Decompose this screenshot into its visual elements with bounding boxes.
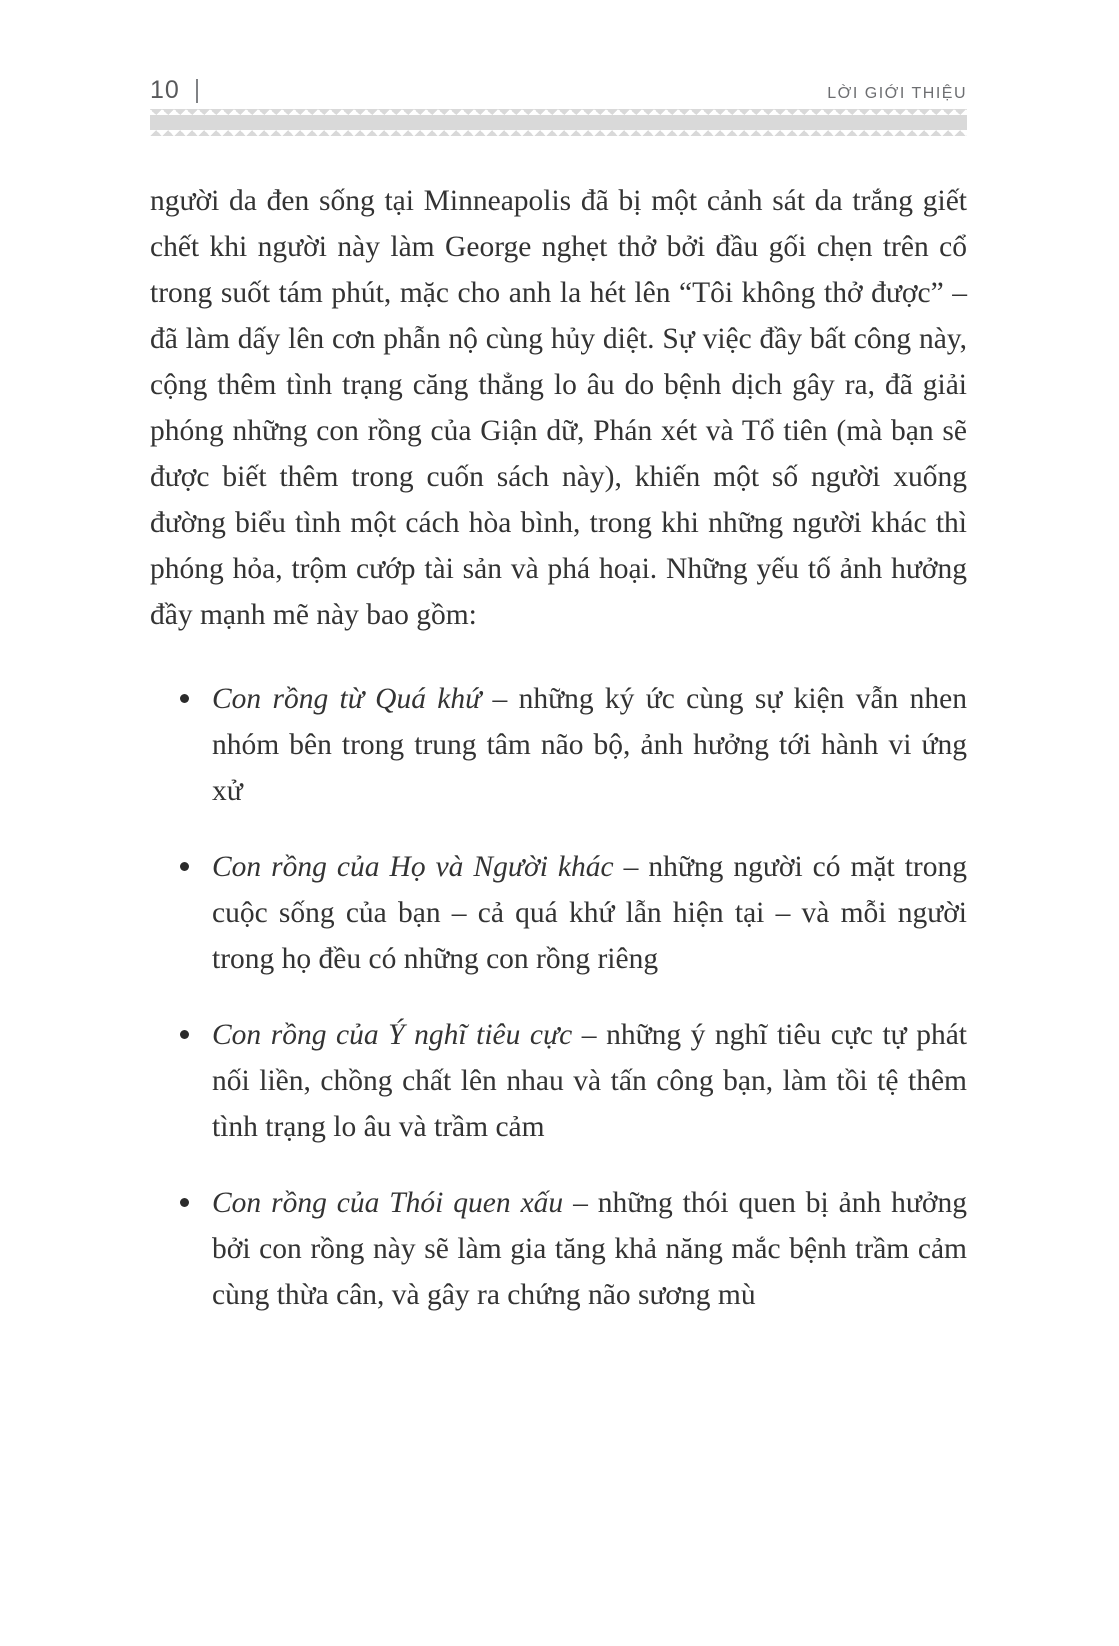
bullet-rest: – những ký ức cùng sự kiện vẫn nhen nhóm bên trong trung tâm não bộ, ảnh hưởng tới hành vi ứng xử [212, 683, 967, 807]
page-number-divider [196, 79, 198, 103]
list-item [150, 1180, 967, 1318]
bullet-dot [180, 1030, 189, 1039]
list-item [150, 844, 967, 982]
bullet-lead: Con rồng từ Quá khứ [212, 683, 482, 715]
bullet-dot [180, 694, 189, 703]
bullet-lead: Con rồng của Thói quen xấu [212, 1187, 564, 1219]
bullet-lead: Con rồng của Họ và Người khác [212, 851, 614, 883]
decorative-zigzag-band [150, 115, 967, 130]
bullet-rest: – những thói quen bị ảnh hưởng bởi con rồng này sẽ làm gia tăng khả năng mắc bệnh trầm cảm cùng thừa cân, và gây ra chứng não sương mù [212, 1187, 967, 1311]
bullet-dot [180, 1198, 189, 1207]
page-number-group [150, 76, 198, 105]
bullet-rest: – những người có mặt trong cuộc sống của bạn – cả quá khứ lẫn hiện tại – và mỗi người trong họ đều có những con rồng riêng [212, 851, 968, 975]
list-item [150, 676, 967, 814]
running-header [150, 0, 967, 105]
body-paragraph: người da đen sống tại Minneapolis đã bị một cảnh sát da trắng giết chết khi người này làm George nghẹt thở bởi đầu gối chẹn trên cổ trong suốt tám phút, mặc cho anh la hét lên “Tôi không thở được” – đã làm dấy lên cơn phẫn nộ cùng hủy diệt. Sự việc đầy bất công này, cộng thêm tình trạng căng thẳng lo âu do bệnh dịch gây ra, đã giải phóng những con rồng của Giận dữ, Phán xét và Tổ tiên (mà bạn sẽ được biết thêm trong cuốn sách này), khiến một số người xuống đường biểu tình một cách hòa bình, trong khi những người khác thì phóng hỏa, trộm cướp tài sản và phá hoại. Những yếu tố ảnh hưởng đầy mạnh mẽ này bao gồm: [150, 185, 967, 631]
running-header-title: LỜI GIỚI THIỆU [827, 85, 967, 102]
body-text-block [150, 178, 967, 1318]
bullet-rest: – những ý nghĩ tiêu cực tự phát nối liền, chồng chất lên nhau và tấn công bạn, làm tồi tệ thêm tình trạng lo âu và trầm cảm [212, 1019, 967, 1143]
bullet-list [150, 676, 967, 1318]
page-number: 10 [150, 76, 180, 104]
list-item [150, 1012, 967, 1150]
bullet-lead: Con rồng của Ý nghĩ tiêu cực [212, 1019, 573, 1051]
bullet-dot [180, 862, 189, 871]
